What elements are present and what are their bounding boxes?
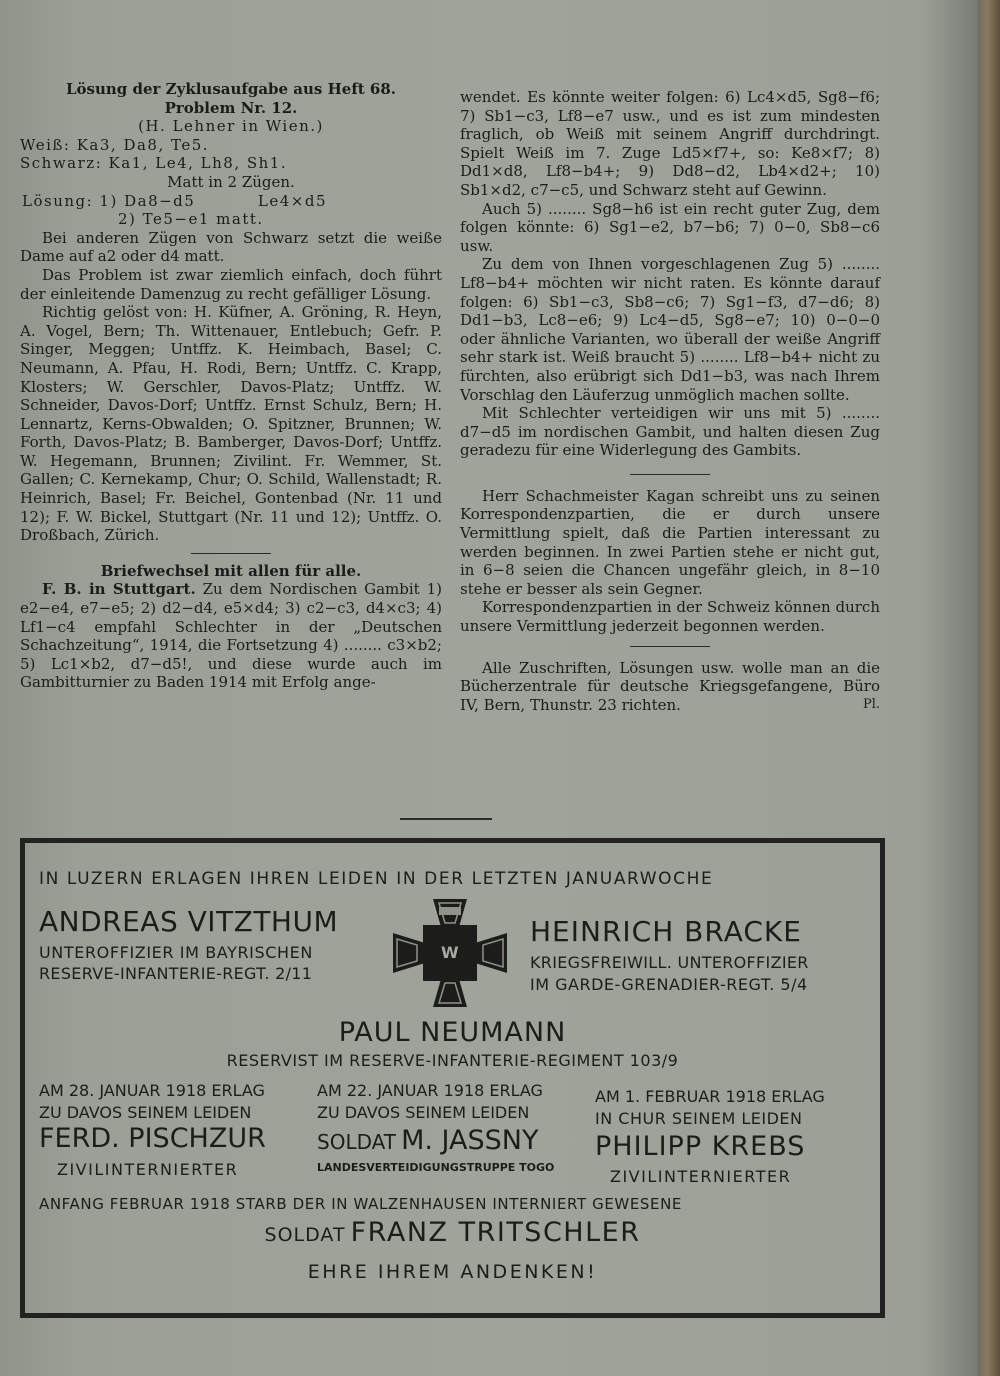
section-separator <box>400 818 492 820</box>
closing-line: EHRE IHREM ANDENKEN! <box>307 1261 598 1283</box>
paragraph-other-moves: Bei anderen Zügen von Schwarz setzt die weiße Dame auf a2 oder d4 matt. <box>20 228 442 266</box>
solution-move-1-black: Le4×d5 <box>257 191 327 210</box>
right-rank-line2: IM GARDE-GRENADIER-REGT. 5/4 <box>530 975 808 994</box>
col3-line1: AM 1. FEBRUAR 1918 ERLAG <box>595 1087 825 1106</box>
col2-rank: LANDESVERTEIDIGUNGSTRUPPE TOGO <box>317 1161 555 1174</box>
paragraph-letter-stuttgart <box>20 580 442 692</box>
bottom-line: ANFANG FEBRUAR 1918 STARB DER IN WALZENHAUSEN INTERNIERT GEWESENE <box>39 1195 682 1213</box>
col1-rank: ZIVILINTERNIERTER <box>57 1160 239 1179</box>
problem-number: Problem Nr. 12. <box>164 98 298 117</box>
left-rank-line1: UNTEROFFIZIER IM BAYRISCHEN <box>39 943 313 962</box>
paragraph-submissions <box>460 659 880 715</box>
solution-heading: Lösung der Zyklusaufgabe aus Heft 68. <box>65 80 397 98</box>
right-column <box>460 88 880 714</box>
col2-name-line <box>317 1125 538 1156</box>
solution-move-1 <box>22 192 442 211</box>
cross-letter: W <box>441 943 459 962</box>
center-name: PAUL NEUMANN <box>338 1017 567 1048</box>
paragraph-problem-comment: Das Problem ist zwar ziemlich einfach, doch führt der einleitende Damenzug zu recht gefälliger Lösung. <box>20 265 442 303</box>
paragraph-correspondence: Korrespondenzpartien in der Schweiz können durch unsere Vermittlung jederzeit begonnen werden. <box>460 598 880 636</box>
right-name: HEINRICH BRACKE <box>530 915 802 948</box>
problem-author: (H. Lehner in Wien.) <box>138 117 324 136</box>
mate-in-two: Matt in 2 Zügen. <box>167 172 295 191</box>
col2-name: M. JASSNY <box>401 1125 539 1156</box>
bottom-name: FRANZ TRITSCHLER <box>350 1217 641 1248</box>
iron-cross-emblem <box>385 893 515 1013</box>
paragraph-solvers: Richtig gelöst von: H. Küfner, A. Gröning, R. Heyn, A. Vogel, Bern; Th. Wittenauer, Entlebuch; Gefr. P. Singer, Meggen; Untffz. K. Heimbach, Basel; C. Neumann, A. Pfau, H. Rodi, Bern; Untffz. C. Krapp, Klosters; W. Gerschler, Davos-Platz; Untffz. W. Schneider, Davos-Dorf; Untffz. Ernst Schulz, Bern; H. Lennartz, Kerns-Obwalden; O. Spitzner, Brunnen; W. Forth, Davos-Platz; B. Bamberger, Davos-Dorf; Untffz. W. Hegemann, Brunnen; Zivilint. Fr. Wemmer, St. Gallen; C. Kernekamp, Chur; O. Schild, Wallenstadt; R. Heinrich, Basel; Fr. Beichel, Gontenbad (Nr. 11 und 12); F. W. Bickel, Stuttgart (Nr. 11 und 12); Untffz. O. Droßbach, Zürich. <box>20 303 442 545</box>
letters-heading: Briefwechsel mit allen für alle. <box>100 561 362 580</box>
paragraph-auch: Auch 5) ........ Sg8−h6 ist ein recht guter Zug, dem folgen könnte: 6) Sg1−e2, b7−b6; 7) 0−0, Sb8−c6 usw. <box>460 199 880 255</box>
col1-line2: ZU DAVOS SEINEM LEIDEN <box>39 1103 252 1122</box>
column-divider <box>191 553 271 554</box>
paragraph-kagan: Herr Schachmeister Kagan schreibt uns zu seinen Korrespondenzpartien, die er durch unsere Vermittlung spielt, daß die Partien interessant zu werden beginnen. In zwei Partien stehe er nicht gut, in 6−8 seien die Chancen ungefähr gleich, in 8−10 stehe er besser als sein Gegner. <box>460 486 880 598</box>
submissions-text: Alle Zuschriften, Lösungen usw. wolle man an die Bücherzentrale für deutsche Kriegsgefangene, Büro IV, Bern, Thunstr. 23 richten. <box>460 658 880 714</box>
left-rank-line2: RESERVE-INFANTERIE-REGT. 2/11 <box>39 964 313 983</box>
col3-line2: IN CHUR SEINEM LEIDEN <box>595 1109 803 1128</box>
paragraph-proposed-move: Zu dem von Ihnen vorgeschlagenen Zug 5) ........ Lf8−b4+ möchten wir nicht raten. Es könnte darauf folgen: 6) Sb1−c3, Sb8−c6; 7) Sg1−f3, d7−d6; 8) Dd1−b3, Lc8−e6; 9) Lc4−d5, Sg8−e7; 10) 0−0−0 oder ähnliche Varianten, wo überall der weiße Angriff sehr stark ist. Weiß braucht 5) ........ Lf8−b4+ nicht zu fürchten, also erübrigt sich Dd1−b3, was nach Ihrem Vorschlag den Läuferzug unmöglich machen sollte. <box>460 255 880 404</box>
left-name: ANDREAS VITZTHUM <box>39 905 339 938</box>
right-rank-line1: KRIEGSFREIWILL. UNTEROFFIZIER <box>530 953 809 972</box>
book-spine-edge <box>978 0 1000 1376</box>
col2-line1: AM 22. JANUAR 1918 ERLAG <box>317 1081 543 1100</box>
col1-line1: AM 28. JANUAR 1918 ERLAG <box>39 1081 265 1100</box>
col3-name: PHILIPP KREBS <box>595 1131 806 1162</box>
editor-signature: Pl. <box>862 696 880 712</box>
black-pieces: Schwarz: Ka1, Le4, Lh8, Sh1. <box>20 154 288 173</box>
col3-rank: ZIVILINTERNIERTER <box>610 1167 792 1186</box>
bottom-name-line <box>25 1217 880 1248</box>
col2-name-prefix: SOLDAT <box>317 1130 396 1154</box>
left-column <box>20 80 442 692</box>
letter-text: Zu dem Nordischen Gambit 1) e2−e4, e7−e5; 2) d2−d4, e5×d4; 3) c2−c3, d4×c3; 4) Lf1−c4 empfahl Schlechter in der „Deutschen Schachzeitung“, 1914, die Fortsetzung 4) ........ c3×b2; 5) Lc1×b2, d7−d5!, und diese wurde auch im Gambitturnier zu Baden 1914 mit Erfolg ange- <box>20 580 442 692</box>
column-divider-2 <box>630 474 710 475</box>
paragraph-continuation: wendet. Es könnte weiter folgen: 6) Lc4×d5, Sg8−f6; 7) Sb1−c3, Lf8−e7 usw., und es ist zum mindesten fraglich, ob Weiß mit seinem Angriff durchdringt. Spielt Weiß im 7. Zuge Ld5×f7+, so: Ke8×f7; 8) Dd1×d8, Lf8−b4+; 9) Dd8−d2, Lb4×d2+; 10) Sb1×d2, c7−c5, und Schwarz steht auf Gewinn. <box>460 88 880 199</box>
letter-addressee: F. B. in Stuttgart. <box>42 580 196 599</box>
paragraph-schlechter: Mit Schlechter verteidigen wir uns mit 5) ........ d7−d5 im nordischen Gambit, und halten diesen Zug geradezu für eine Widerlegung des Gambits. <box>460 404 880 460</box>
solution-move-2: 2) Te5−e1 matt. <box>118 210 264 229</box>
bottom-name-prefix: SOLDAT <box>264 1224 346 1246</box>
solution-move-1-white: Lösung: 1) Da8−d5 <box>22 191 196 210</box>
column-divider-3 <box>630 646 710 647</box>
center-rank: RESERVIST IM RESERVE-INFANTERIE-REGIMENT 103/9 <box>226 1051 679 1070</box>
col1-name: FERD. PISCHZUR <box>39 1123 266 1154</box>
memorial-headline: IN LUZERN ERLAGEN IHREN LEIDEN IN DER LETZTEN JANUARWOCHE <box>39 869 714 889</box>
memorial-notice <box>20 838 885 1318</box>
col2-line2: ZU DAVOS SEINEM LEIDEN <box>317 1103 530 1122</box>
white-pieces: Weiß: Ka3, Da8, Te5. <box>20 135 210 154</box>
